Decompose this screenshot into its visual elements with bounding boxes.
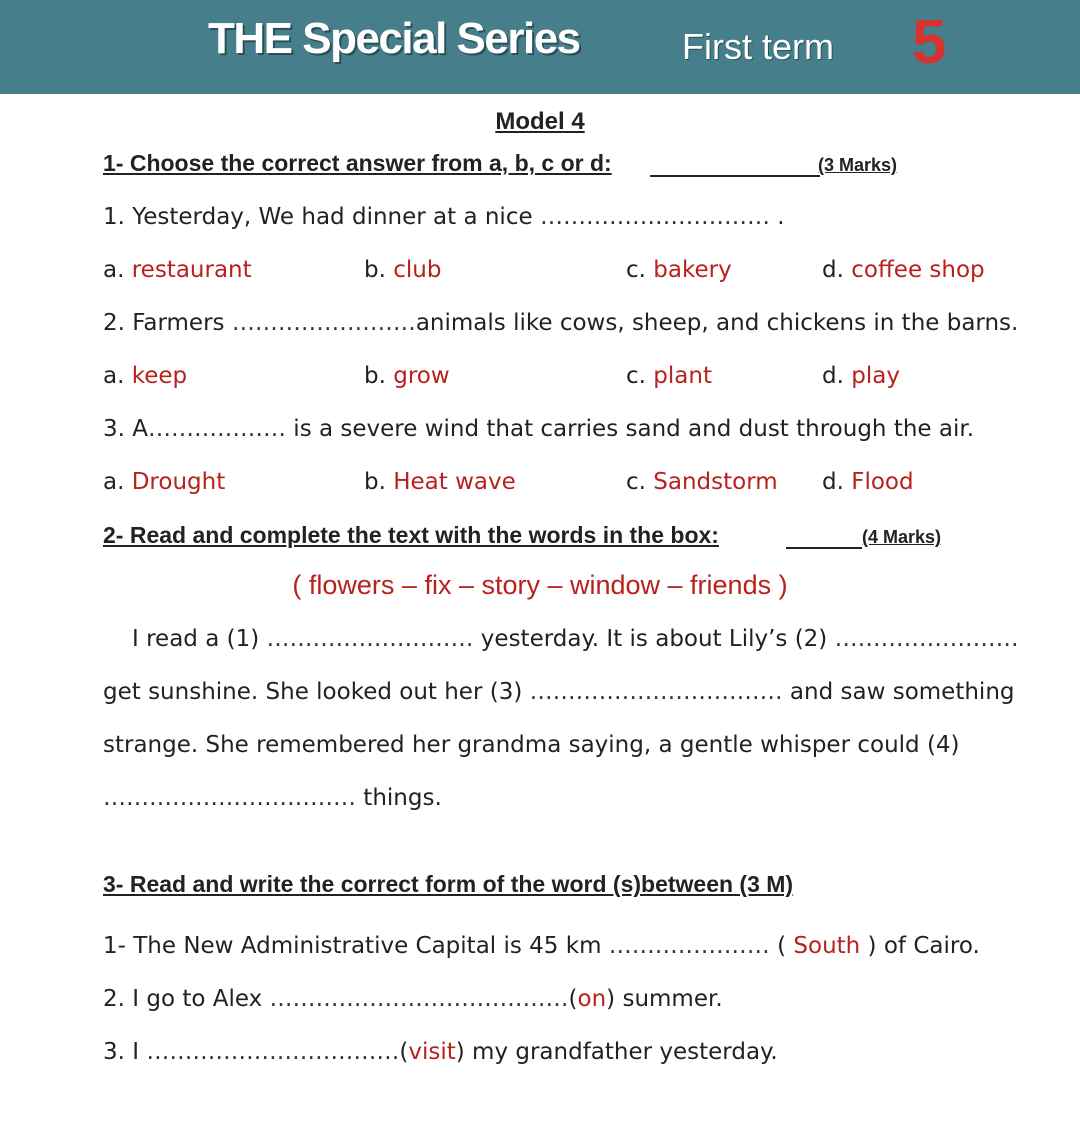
answer-blank-2: ……………………	[834, 626, 1019, 652]
option-1a: a. restaurant	[103, 257, 252, 283]
question-2	[103, 310, 1018, 336]
answer-blank: ……………………	[231, 310, 416, 336]
word-box: ( flowers – fix – story – window – friends )	[292, 570, 788, 600]
given-word: on	[577, 986, 607, 1012]
option-2c: c. plant	[626, 363, 712, 389]
option-3d: d. Flood	[822, 469, 914, 495]
passage-line-1: I read a (1) ……………………… yesterday. It is about Lily’s (2) ……………………	[132, 626, 1019, 652]
answer-blank-1: ………………………	[266, 626, 474, 652]
question-text-end: .	[769, 204, 785, 230]
option-1b: b. club	[364, 257, 442, 283]
header-banner	[0, 0, 1080, 94]
option-1d: d. coffee shop	[822, 257, 985, 283]
answer-blank-4: ……………………………	[103, 785, 356, 811]
option-3c: c. Sandstorm	[626, 469, 778, 495]
option-2d: d. play	[822, 363, 900, 389]
option-2b: b. grow	[364, 363, 450, 389]
section2-title: 2- Read and complete the text with the words in the box:	[103, 522, 719, 548]
question-text: 1. Yesterday, We had dinner at a nice	[103, 204, 540, 230]
section1-underline	[650, 175, 820, 177]
section2-marks: (4 Marks)	[862, 527, 942, 547]
word-form-item-1: 1- The New Administrative Capital is 45 km ………………… ( South ) of Cairo.	[103, 933, 980, 959]
answer-blank: ………………	[148, 416, 286, 442]
question-text: 3. A	[103, 416, 148, 442]
grade-number: 5	[912, 8, 947, 77]
series-title: THE Special Series	[208, 14, 580, 63]
section3-title: 3- Read and write the correct form of the word (s)between (3 M)	[103, 871, 794, 897]
answer-blank: …………………………………	[269, 986, 569, 1012]
answer-blank: …………………………	[539, 204, 770, 230]
section1-title: 1- Choose the correct answer from a, b, c or d:	[103, 150, 612, 176]
answer-blank: ……………………………	[146, 1039, 400, 1065]
passage-line-2: get sunshine. She looked out her (3) …………………………… and saw something	[103, 679, 1015, 705]
model-title: Model 4	[495, 108, 585, 135]
word-form-item-3: 3. I ……………………………(visit) my grandfather yesterday.	[103, 1039, 778, 1065]
question-3	[103, 416, 974, 442]
given-word: visit	[408, 1039, 456, 1065]
term-label: First term	[682, 26, 834, 67]
answer-blank-3: ……………………………	[529, 679, 783, 705]
option-2a: a. keep	[103, 363, 188, 389]
answer-blank: …………………	[608, 933, 770, 959]
question-text: 2. Farmers	[103, 310, 232, 336]
word-form-item-2: 2. I go to Alex …………………………………(on) summer.	[103, 986, 723, 1012]
question-text-end: is a severe wind that carries sand and dust through the air.	[286, 416, 975, 442]
section1-marks: (3 Marks)	[818, 155, 898, 175]
passage-line-4: …………………………… things.	[103, 785, 442, 811]
given-word: South	[793, 933, 861, 959]
option-3a: a. Drought	[103, 469, 226, 495]
section2-underline	[786, 547, 862, 549]
question-1	[103, 204, 785, 230]
option-3b: b. Heat wave	[364, 469, 516, 495]
passage-line-3: strange. She remembered her grandma saying, a gentle whisper could (4)	[103, 732, 960, 758]
option-1c: c. bakery	[626, 257, 732, 283]
question-text-end: animals like cows, sheep, and chickens in the barns.	[415, 310, 1019, 336]
